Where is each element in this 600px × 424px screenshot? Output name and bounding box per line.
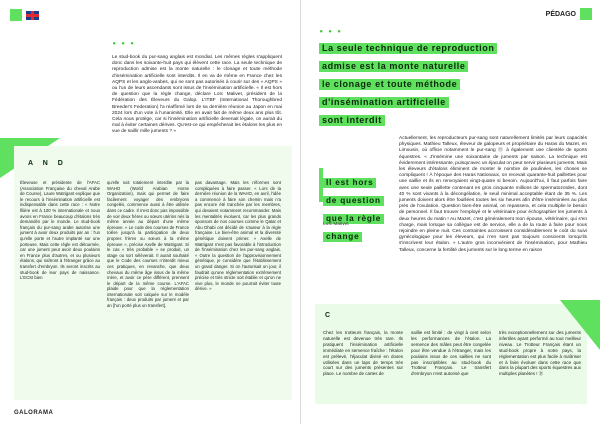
uk-flag-icon [26, 11, 39, 20]
intro-paragraph: Le stud-book du pur-sang anglais est mondial. Les mêmes règles s'appliquent donc dans les soixante-huit pays qui élèvent cette race. La seule technique de reproduction admise est la monte naturelle : le clonage et toute méthode d'insémination artificielle sont interdits. Il en va de même en France chez les AQPS et les anglo-arabes, qui ne sont pas autorisés à courir sur des « AQPS » ou l'un de leurs ascendants sont issus de l'insémination artificielle. « Il est hors de question que la règle change, déclare Loïc Malivet, président de la Fédération des Éleveurs du Galop. L'ITBF (International Thoroughbred Breeder's Federation) l'a réaffirmé lors de sa dernière réunion au Japon en mai 2024 lors d'un vote à l'unanimité. Elle en avait fait de même deux ans plus tôt. Cela nous protège, car si l'insémination artificielle devenait légale, on aurait du mal à éviter certaines dérives. Qu'est-ce qui empêcherait les étalons les plus en vue de saillir mille juments ? » [112, 55, 282, 135]
green-square-icon [580, 8, 592, 20]
box-col-1: Chez les trotteurs français, la monte naturelle est devenue très rare. Ils pratiquent l'insémination artificielle immédiate en semence fraîche : l'étalon est prélevé, l'éjaculat divisé en doses utilisées dans un laps de temps très court sur des juments présentes sur place. Le nombre de cartes de [323, 330, 403, 377]
headline-line: La seule technique de reproduction [319, 43, 497, 54]
pull-quote [323, 172, 395, 244]
headline-line: d'insémination artificielle [319, 97, 449, 108]
quote-line: Il est hors [323, 178, 376, 188]
box-heading: C [325, 312, 331, 319]
green-square-icon [10, 9, 22, 21]
quote-line: que la règle [323, 214, 384, 224]
dots-separator: • • • [112, 40, 136, 48]
flag-box [10, 9, 39, 21]
quote-line: de question [323, 196, 384, 206]
section-header [546, 8, 592, 20]
right-page [300, 0, 600, 424]
dots-separator: • • • [319, 28, 343, 36]
quote-line: change [323, 232, 362, 242]
sidebar-col-3: pas davantage. Mais les réformes sont compliquées à faire passer. « Lors de la dernière réunion de la WAHO, en avril, l'idée a commencé à faire son chemin mais n'a pas encore été tranchée par les membres, qui devaient notamment recommander. Mais les mentalités évoluent, car les plus grands sponsors de nos courses comme le Qatar et Abu Dhabi ont décidé de s'auteur à la règle française. Le bien-être animal et la diversité génétique doivent primer. » Axelle de Watrigant n'est pas favorable à l'introduction de l'insémination chez les pur-sang anglais. « Outre la question de l'approvisionnement génétique, je considère que l'établissement un grand danger. Si on l'autorisait un jour, il faudrait qu'une réglementation extrêmement précise et très stricte soit établie et qu'on ne vive plus, le monde ne pourrait éviter toute dérive. » [195, 180, 281, 292]
section-label: PÉDAGO [545, 10, 576, 18]
sidebar-col-2: qu'elle soit totalement interdite par la WAHO (World Arabian Horse Organization), mais qui permet de faire facilement voyager des embryons congelés, commence aussi à être utilisée dans ce cadre. Il n'est donc pas impossible de voir deux frères ou sœurs utérins nés la même année au départ d'une même épreuve. « Le code des courses de France tolère jusqu'à la participation de deux propres frères ou sœurs à la même épreuve », précise Axelle de Watrigant. Si le cas « très probable » se produit, un stage ou sort sélèverait. Il aurait souhaité que le Code des courses n'interdit mieux ces pratiques, en revanche, que deux chevaux du même âge issus de la même mère, et avoir ce père différent, prennent le départ de la même course. L'AFAC plaide pour que la réglementation internationale soit calquée sur le modèle français : deux produits par jument et par an [l'un porté plus un transfert], [107, 180, 189, 309]
headline-line: admise est la monte naturelle [319, 61, 468, 72]
quote-author: Loïc Malivet [323, 222, 349, 227]
headline-line: le clonage et toute méthode [319, 79, 460, 90]
box-heading: A N D [28, 160, 67, 167]
box-col-3: très exceptionnellement sur des juments infertiles ayant performé au tout meilleur niveau. Le Trotteur Français étant un stud-book propre à notre pays, la réglementation est plus facile à maîtriser et à faire évoluer dans cette race que dans la plupart des sports équestres aux multiples planètes ! Ⓑ [499, 330, 581, 377]
sidebar-col-1: Éleveuse et présidente de l'AFAC (Association Française du cheval Arabe de Course), Laure Watrigant explique que le recours à l'insémination artificielle est indispensable dans cette race : « Notre filière est à 100 % internationale et nous avons en France beaucoup d'étalons très demandés par le monde. Le stud-book français du pur-sang arabe autorise une jument à avoir deux produits par an : l'un qu'elle porte et l'autre implanté sur une porteuse. Mais cette règle est détournée, car une jument peut avoir deux poulains en France plus d'autres, et ou plusieurs étalons, qui naîtront à l'étranger grâce au transfert d'embryon. Ils seront inscrits au stud-book de leur pays de naissance. L'ECSI bien [20, 180, 100, 281]
footer-brand: GALORAMA [14, 410, 54, 416]
headline-line: sont interdit [319, 115, 385, 126]
body-text: Actuellement, les reproducteurs pur-sang sont naturellement limités par leurs capacités physiques. Mathieu Talleux, éleveur de galopeurs et propriétaire du Haras du Mazet, en Limousin, où officie notamment le pur-sang Ⓑ à également une clientèle de sports équestres. « J'insémine une soixantaine de juments par saison. La technique est évidemment intéressante, puisqu'avec un éjaculat on peut servir plusieurs juments. Mais les éleveurs d'étalons éliminent de monter le nombre de poulinées, les choses se compliquent ! À l'époque des Haras Nationaux, on recevait quarante-huit paillettes pour une saillie et ils en renvoyaient vingt-quatre si besoin. Aujourd'hui, il faut parfois faire avec une seule paillette contenant en gros cinquante millions de spermatozoïdes, dont 40 % sont vivants à la décongélation, le seuil minimal acceptable étant de 35 %. Les juments doivent alors être fouillées toutes les six heures afin d'être inséminées au plus près de l'ovulation. Question bien-être animal, on repassera, et cela multiplie le besoin de personnel. Il faut trouver l'employé et le vétérinaire pour échographier les juments à deux heures du matin ! Au Mazet, c'est généralement mon épouse, vétérinaire, qui s'en charge, mais lorsque sa collègue est de service, elle a de la route à faire pour nous rejoindre en pleine nuit. Ces contraintes accroissent considérablement le coût du suivi gynécologique pour les éleveurs, qui n'en sont pas toujours conscients lorsqu'ils s'inscrivent leur étalon. » L'autre gros inconvénient de l'insémination, pour Mathieu Talleux, concerne la fertilité des juments sur le long terme en raison [399, 136, 587, 253]
headline [319, 38, 519, 128]
box-col-2: saillie est limité : de vingt à cent selon les performances de l'étalon. La semence des mâles peut être congelée pour être vendue à l'étranger, mais les poulains issus de ces saillies ne sont pas inscriptibles au stud-book du Trotteur Français. Le transfert d'embryon n'est autorisé que [411, 330, 491, 377]
